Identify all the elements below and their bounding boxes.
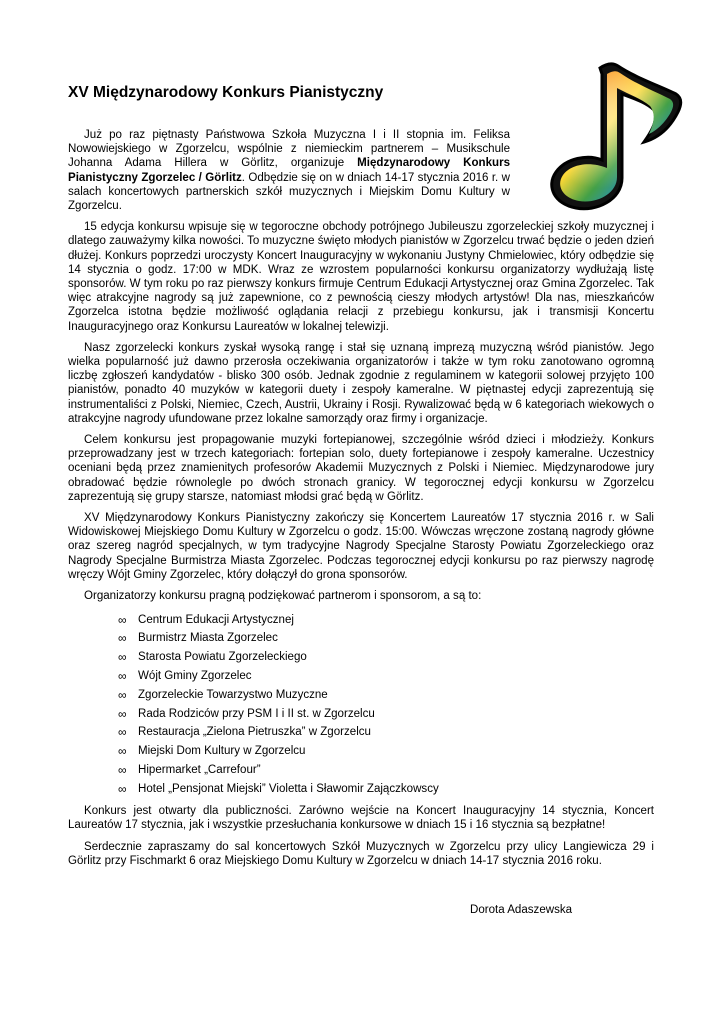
paragraph-goal: Celem konkursu jest propagowanie muzyki fortepianowej, szczególnie wśród dzieci i młodzieży. Konkurs przeprowadzany jest w trzech kategoriach: fortepian solo, duety fortepianowe i zespoły kameralne. Uczestnicy oceniani będą przez znamienitych profesorów Akademii Muzycznych z Polski i Niemiec. Międzynarodowe jury obradować będzie równolegle po dwóch stronach granicy. W tegorocznej edycji konkursu w Zgorzelcu zaprezentują się grupy starsze, natomiast młodsi grać będą w Görlitz. (68, 434, 654, 503)
paragraph-edition: 15 edycja konkursu wpisuje się w tegoroczne obchody potrójnego Jubileuszu zgorzeleckiej szkoły muzycznej i dlatego zauważymy kilka nowości. To muzyczne święto młodych pianistów w Zgorzelcu trwać będzie o jeden dzień dłużej. Konkurs poprzedzi uroczysty Koncert Inauguracyjny w wykonaniu Justyny Chmielowiec, który odbędzie się 14 stycznia o godz. 17:00 w MDK. Wraz ze wzrostem popularności konkursu organizatorzy wydłużają listę sponsorów. W tym roku po raz pierwszy konkurs firmuje Centrum Edukacji Artystycznej oraz Gmina Zgorzelec. Tak więc atrakcyjne nagrody są już zapewnione, co z pewnością cieszy młodych artystów! Dla nas, mieszkańców Zgorzelca istotna będzie możliwość oglądania relacji z przebiegu konkursu, jak i transmisji Koncertu Inauguracyjnego oraz Konkursu Laureatów w lokalnej telewizji. (68, 221, 654, 333)
list-item (118, 629, 654, 648)
bullet-icon: ∞ (118, 631, 127, 646)
sponsor-list (68, 610, 654, 798)
list-item (118, 667, 654, 686)
list-item (118, 610, 654, 629)
sponsor-name: Starosta Powiatu Zgorzeleckiego (138, 651, 307, 664)
intro-text-start: Już po raz piętnasty Państwowa Szkoła Muzyczna I i II stopnia im. Feliksa Nowowiejskiego w Zgorzelcu, wspólnie z niemieckim partnerem – Musikschule Johanna Adama Hillera w Görlitz, organizuje (68, 129, 510, 170)
list-item (118, 779, 654, 798)
list-item (118, 648, 654, 667)
bullet-icon: ∞ (118, 744, 127, 759)
sponsor-name: Zgorzeleckie Towarzystwo Muzyczne (138, 688, 328, 701)
sponsor-name: Restauracja „Zielona Pietruszka” w Zgorzelcu (138, 726, 371, 739)
sponsor-name: Hipermarket „Carrefour” (138, 763, 261, 776)
sponsor-name: Centrum Edukacji Artystycznej (138, 613, 294, 626)
bullet-icon: ∞ (118, 650, 127, 665)
sponsor-name: Wójt Gminy Zgorzelec (138, 669, 252, 682)
bullet-icon: ∞ (118, 687, 127, 702)
list-item (118, 761, 654, 780)
sponsor-name: Rada Rodziców przy PSM I i II st. w Zgorzelcu (138, 707, 375, 720)
intro-text-end: . Odbędzie się on w dniach 14-17 stycznia 2016 r. w salach koncertowych partnerskich szkół muzycznych i Miejskim Domu Kultury w Zgorzelcu. (68, 171, 510, 213)
bullet-icon: ∞ (118, 706, 127, 721)
bullet-icon: ∞ (118, 668, 127, 683)
contest-name-bold: Międzynarodowy Konkurs Pianistyczny Zgorzelec / Görlitz (68, 157, 510, 184)
paragraph-intro (68, 128, 510, 213)
paragraph-popularity: Nasz zgorzelecki konkurs zyskał wysoką rangę i stał się uznaną imprezą muzyczną wśród pianistów. Jego wielka popularność już dawno przerosła oczekiwania organizatorów i także w tym roku zanotowano ogromną liczbę zgłoszeń kandydatów - blisko 300 osób. Jednak zgodnie z regulaminem w kategorii solowej przyjęto 100 pianistów, ponadto 40 muzyków w kategorii duety i zespoły kameralne. W piętnastej edycji zaprezentują się instrumentaliści z Polski, Niemiec, Czech, Austrii, Ukrainy i Rosji. Rywalizować będą w 6 kategoriach wiekowych o atrakcyjne nagrody ufundowane przez lokalne samorządy oraz firmy i organizacje. (68, 341, 654, 425)
page-title: XV Międzynarodowy Konkurs Pianistyczny (68, 84, 384, 101)
sponsor-name: Miejski Dom Kultury w Zgorzelcu (138, 745, 306, 758)
bullet-icon: ∞ (118, 762, 127, 777)
paragraph-admission: Konkurs jest otwarty dla publiczności. Zarówno wejście na Koncert Inauguracyjny 14 stycznia, Koncert Laureatów 17 stycznia, jak i wszystkie przesłuchania konkursowe w dniach 15 i 16 stycznia są bezpłatne! (68, 805, 654, 832)
list-item (118, 685, 654, 704)
list-item (118, 742, 654, 761)
sponsor-name: Hotel „Pensjonat Miejski” Violetta i Sławomir Zajączkowscy (138, 782, 439, 795)
bullet-icon: ∞ (118, 725, 127, 740)
list-item (118, 704, 654, 723)
sponsors-intro: Organizatorzy konkursu pragną podziękować partnerom i sponsorom, a są to: (84, 590, 482, 603)
paragraph-invitation: Serdecznie zapraszamy do sal koncertowych Szkół Muzycznych w Zgorzelcu przy ulicy Langiewicza 29 i Görlitz przy Fischmarkt 6 oraz Miejskiego Domu Kultury w Zgorzelcu w dniach 14-17 stycznia 2016 roku. (68, 840, 654, 867)
paragraph-finale: XV Międzynarodowy Konkurs Pianistyczny zakończy się Koncertem Laureatów 17 stycznia 2016 r. w Sali Widowiskowej Miejskiego Domu Kultury w Zgorzelcu o godz. 15:00. Wówczas wręczone zostaną nagrody główne oraz szereg nagród specjalnych, w tym tradycyjne Nagrody Specjalne Starosty Powiatu Zgorzeleckiego oraz Nagrody Specjalne Burmistrza Miasta Zgorzelec. Podczas tegorocznej edycji konkursu po raz pierwszy nagrodę wręczy Wójt Gminy Zgorzelec, który dołączył do grona sponsorów. (68, 512, 654, 581)
sponsor-name: Burmistrz Miasta Zgorzelec (138, 632, 278, 645)
bullet-icon: ∞ (118, 781, 127, 796)
author-signature: Dorota Adaszewska (470, 904, 573, 916)
bullet-icon: ∞ (118, 612, 127, 627)
article-body (68, 128, 654, 875)
list-item (118, 723, 654, 742)
